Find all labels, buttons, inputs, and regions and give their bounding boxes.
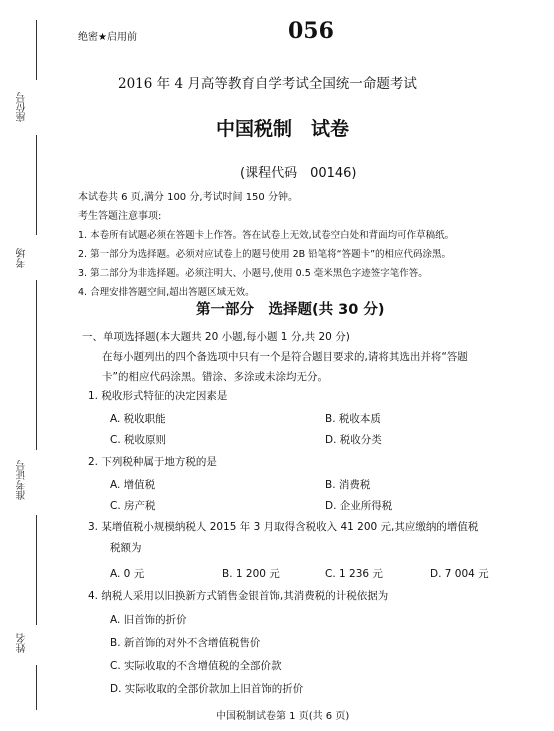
instruction-item: 3. 第二部分为非选择题。必须注明大、小题号,使用 0.5 毫米黑色字迹签字笔作答。 (78, 268, 428, 279)
course-code: (课程代码 00146) (240, 166, 357, 181)
paper-code: 056 (288, 18, 334, 44)
option-b: B. 1 200 元 (222, 568, 280, 580)
option-d: D. 实际收取的全部价款加上旧首饰的折价 (110, 683, 304, 695)
option-b: B. 新首饰的对外不含增值税售价 (110, 637, 261, 649)
option-a: A. 旧首饰的折价 (110, 614, 187, 626)
subject-title: 中国税制 试卷 (216, 118, 350, 140)
instruction-item: 4. 合理安排答题空间,超出答题区域无效。 (78, 287, 255, 298)
option-a: A. 税收职能 (110, 413, 166, 425)
option-d: D. 企业所得税 (325, 500, 393, 512)
binding-line (36, 20, 37, 80)
part1-title: 第一部分 选择题(共 30 分) (196, 302, 385, 318)
binding-line (36, 135, 37, 235)
instruction-item: 1. 本卷所有试题必须在答题卡上作答。答在试卷上无效,试卷空白处和背面均可作草稿纸。 (78, 230, 455, 241)
seat-number-label: 座位号 (17, 92, 28, 122)
option-c: C. 税收原则 (110, 434, 167, 446)
question-stem: 4. 纳税人采用以旧换新方式销售金银首饰,其消费税的计税依据为 (88, 590, 389, 602)
option-d: D. 税收分类 (325, 434, 382, 446)
question-stem-continued: 税额为 (110, 542, 142, 554)
question-stem: 2. 下列税种属于地方税的是 (88, 456, 217, 468)
exam-info: 本试卷共 6 页,满分 100 分,考试时间 150 分钟。 (78, 192, 298, 203)
page-footer: 中国税制试卷第 1 页(共 6 页) (216, 711, 350, 722)
option-d: D. 7 004 元 (430, 568, 489, 580)
question-stem: 3. 某增值税小规模纳税人 2015 年 3 月取得含税收入 41 200 元,其应缴纳的增值税 (88, 521, 479, 533)
instruction-item: 2. 第一部分为选择题。必须对应试卷上的题号使用 2B 铅笔将“答题卡”的相应代码涂黑。 (78, 249, 452, 260)
option-b: B. 消费税 (325, 479, 371, 491)
name-label: 姓名 (17, 633, 28, 653)
exam-room-label: 考场 (17, 248, 28, 268)
admission-number-label: 准考证号 (17, 460, 28, 500)
section-note: 卡”的相应代码涂黑。错涂、多涂或未涂均无分。 (102, 371, 328, 383)
option-a: A. 增值税 (110, 479, 156, 491)
option-c: C. 房产税 (110, 500, 156, 512)
exam-title: 2016 年 4 月高等教育自学考试全国统一命题考试 (118, 76, 417, 92)
binding-line (36, 665, 37, 710)
option-b: B. 税收本质 (325, 413, 381, 425)
section-note: 在每小题列出的四个备选项中只有一个是符合题目要求的,请将其选出并将“答题 (102, 351, 468, 363)
option-c: C. 1 236 元 (325, 568, 383, 580)
option-c: C. 实际收取的不含增值税的全部价款 (110, 660, 282, 672)
question-stem: 1. 税收形式特征的决定因素是 (88, 390, 228, 402)
binding-line (36, 515, 37, 625)
confidential-label: 绝密★启用前 (78, 32, 137, 43)
instructions-heading: 考生答题注意事项: (78, 211, 162, 222)
binding-line (36, 280, 37, 450)
section-heading: 一、单项选择题(本大题共 20 小题,每小题 1 分,共 20 分) (82, 331, 350, 343)
option-a: A. 0 元 (110, 568, 145, 580)
